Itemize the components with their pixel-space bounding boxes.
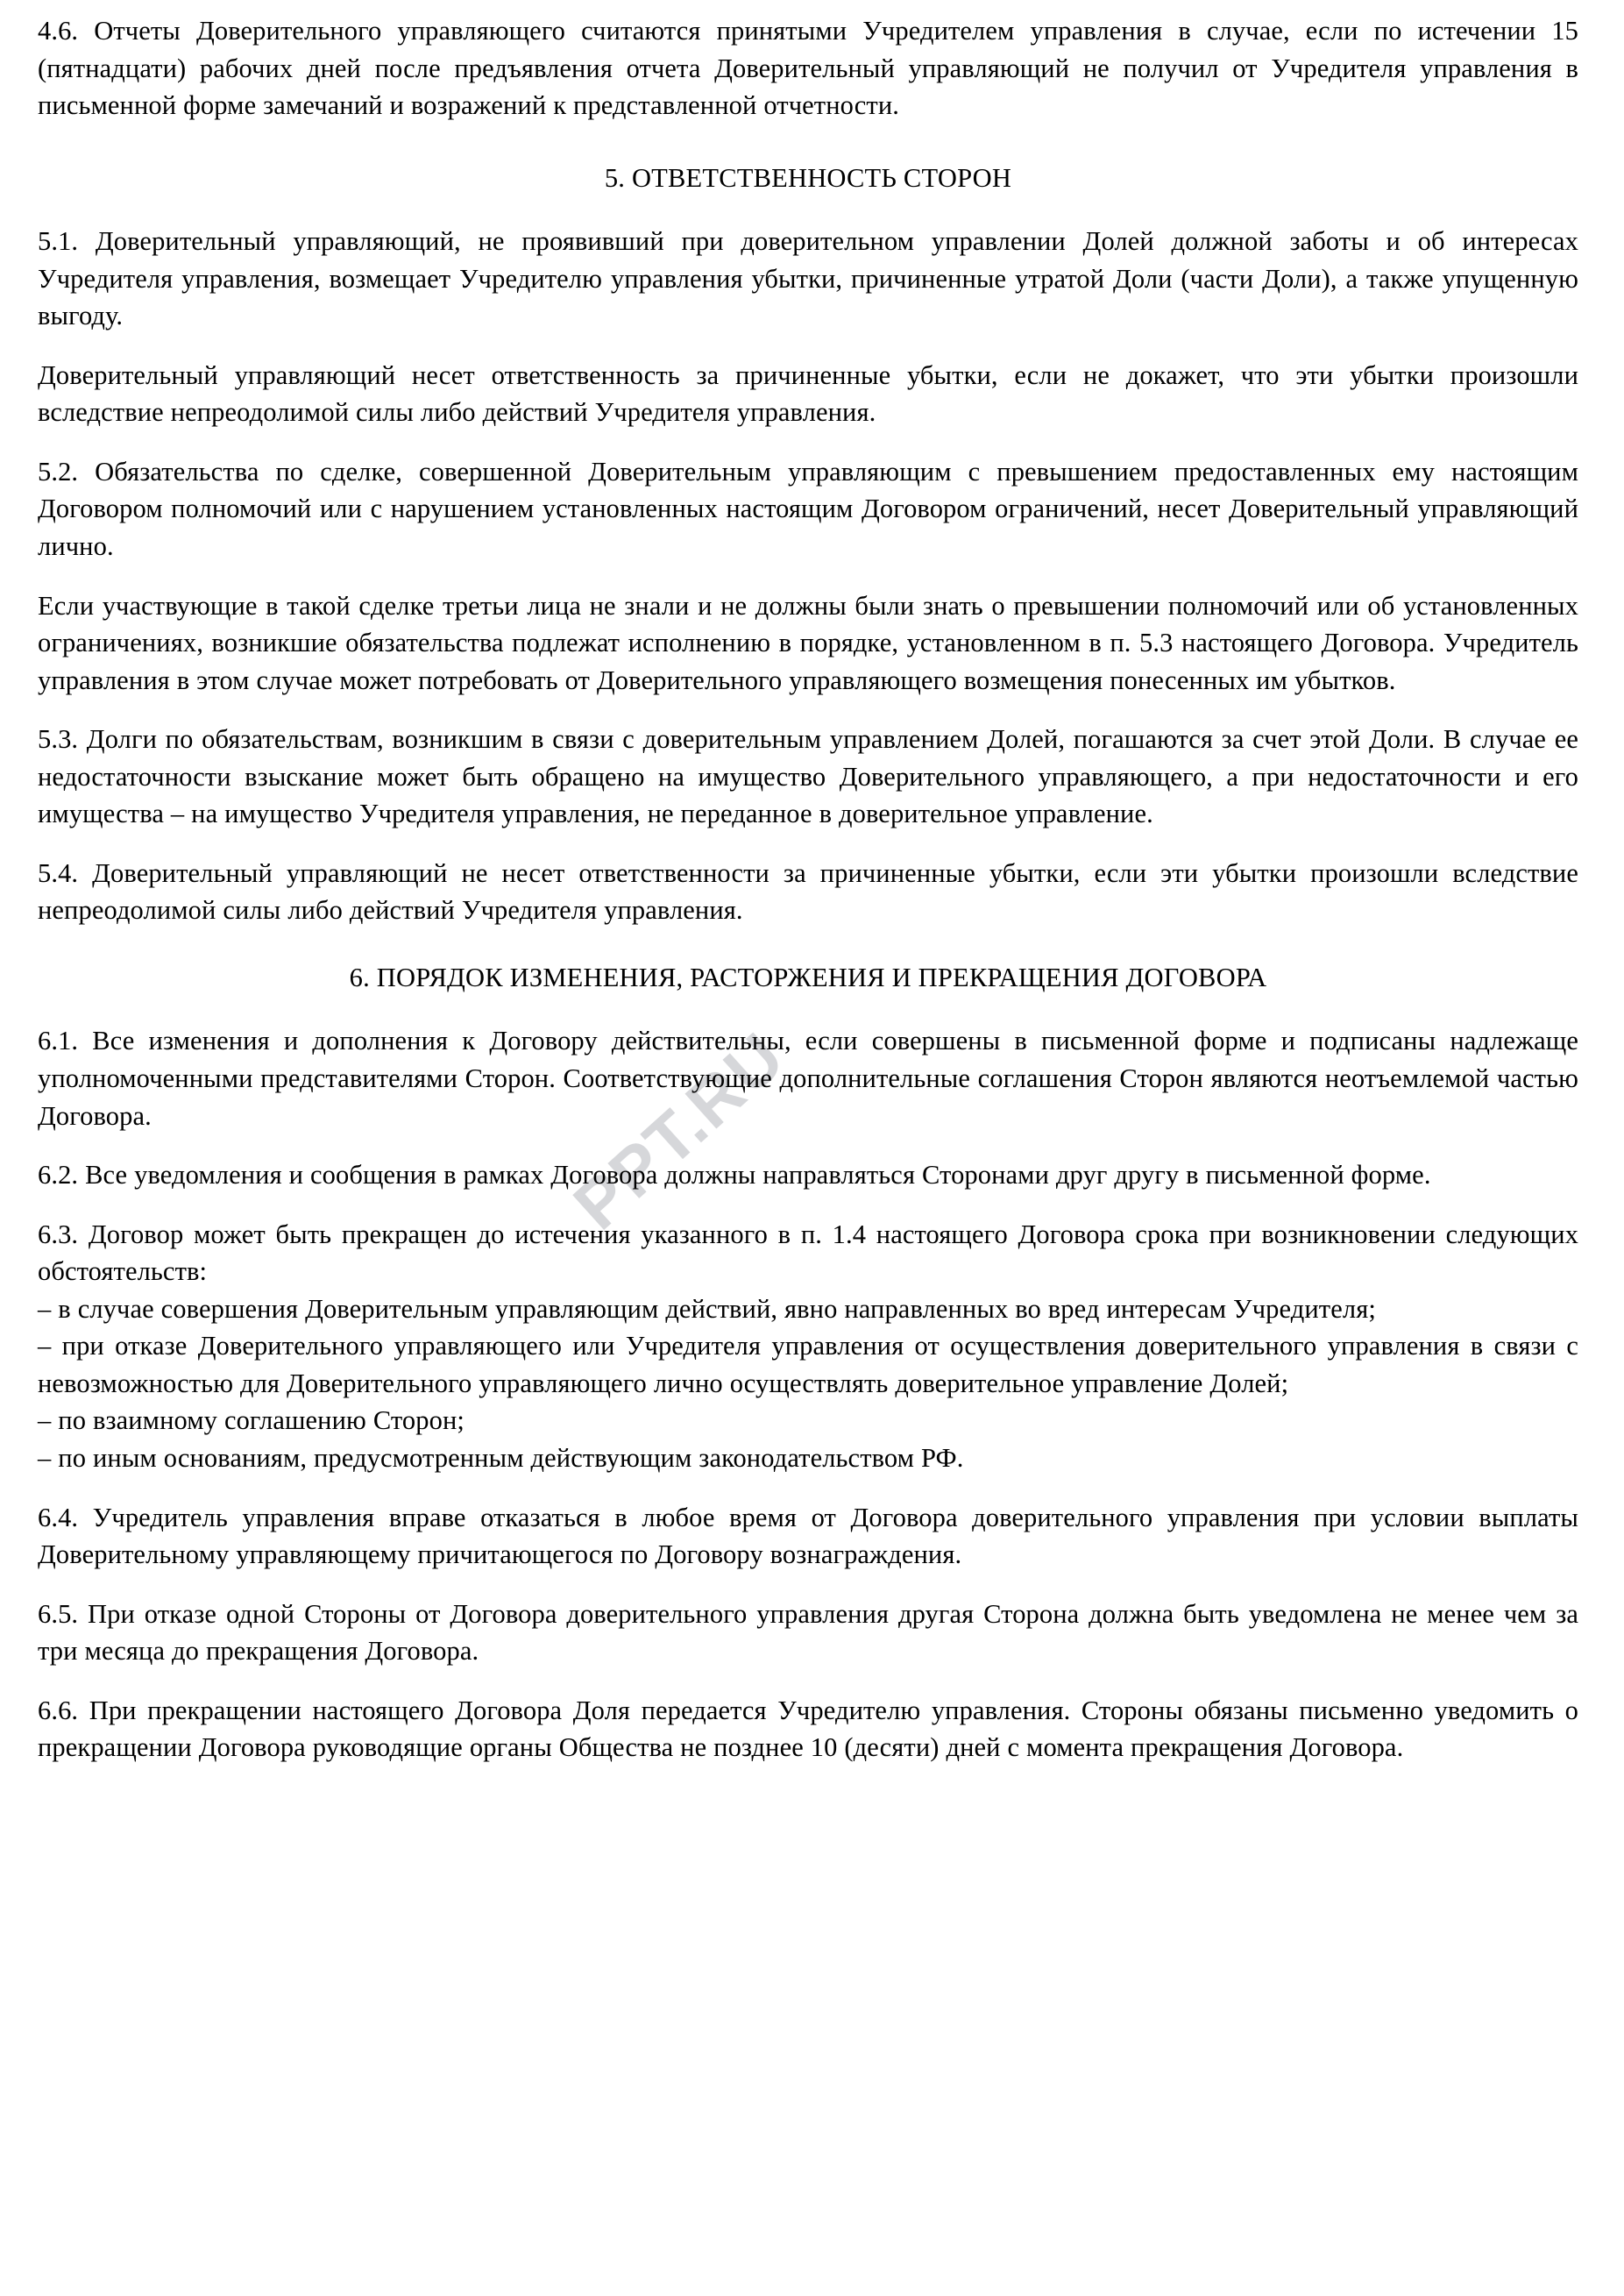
clause-6-1: 6.1. Все изменения и дополнения к Договору действительны, если совершены в письменной форме и подписаны надлежаще уполномоченными представителями Сторон. Соответствующие дополнительные соглашения Сторон являются неотъемлемой частью Договора. [38, 1026, 1578, 1131]
watermark-text: PPT.RU [558, 1017, 799, 1245]
clause-6-2: 6.2. Все уведомления и сообщения в рамках Договора должны направляться Сторонами друг другу в письменной форме. [38, 1160, 1431, 1191]
clause-6-3-item-2: – при отказе Доверительного управляющего или Учредителя управления от осуществления доверительного управления в связи с невозможностью для Доверительного управляющего лично осуществлять доверительное управление Долей; [38, 1331, 1578, 1398]
clause-5-1: 5.1. Доверительный управляющий, не проявивший при доверительном управлении Долей должной заботы и об интересах Учредителя управления, возмещает Учредителю управления убытки, причиненные утратой Доли (части Доли), а также упущенную выгоду. [38, 226, 1578, 331]
clause-6-3-item-1: – в случае совершения Доверительным управляющим действий, явно направленных во вред интересам Учредителя; [38, 1293, 1376, 1324]
clause-6-6: 6.6. При прекращении настоящего Договора Доля передается Учредителю управления. Стороны обязаны письменно уведомить о прекращении Договора руководящие органы Общества не позднее 10 (десяти) дней с момента прекращения Договора. [38, 1695, 1578, 1763]
document-body [38, 12, 1578, 1766]
clause-5-4: 5.4. Доверительный управляющий не несет ответственности за причиненные убытки, если эти убытки произошли вследствие непреодолимой силы либо действий Учредителя управления. [38, 857, 1578, 926]
clause-5-2-continuation: Если участвующие в такой сделке третьи лица не знали и не должны были знать о превышении полномочий или об установленных ограничениях, возникшие обязательства подлежат исполнению в порядке, установленном в п. 5.3 настоящего Договора. Учредитель управления в этом случае может потребовать от Доверительного управляющего возмещения понесенных им убытков. [38, 590, 1578, 695]
section-6-heading: 6. ПОРЯДОК ИЗМЕНЕНИЯ, РАСТОРЖЕНИЯ И ПРЕКРАЩЕНИЯ ДОГОВОРА [349, 962, 1267, 992]
clause-6-3: 6.3. Договор может быть прекращен до истечения указанного в п. 1.4 настоящего Договора срока при возникновении следующих обстоятельств: [38, 1219, 1578, 1287]
clause-4-6: 4.6. Отчеты Доверительного управляющего считаются принятыми Учредителем управления в случае, если по истечении 15 (пятнадцати) рабочих дней после предъявления отчета Доверительный управляющий не получил от Учредителя управления в письменной форме замечаний и возражений к представленной отчетности. [38, 16, 1578, 121]
clause-6-3-item-3: – по взаимному соглашению Сторон; [38, 1405, 465, 1436]
clause-5-2: 5.2. Обязательства по сделке, совершенной Доверительным управляющим с превышением предоставленных ему настоящим Договором полномочий или с нарушением установленных настоящим Договором ограничений, несет Доверительный управляющий лично. [38, 456, 1578, 562]
clause-5-3: 5.3. Долги по обязательствам, возникшим в связи с доверительным управлением Долей, погашаются за счет этой Доли. В случае ее недостаточности взыскание может быть обращено на имущество Доверительного управляющего, а при недостаточности и его имущества – на имущество Учредителя управления, не переданное в доверительное управление. [38, 724, 1578, 829]
clause-6-5: 6.5. При отказе одной Стороны от Договора доверительного управления другая Сторона должна быть уведомлена не менее чем за три месяца до прекращения Договора. [38, 1598, 1578, 1667]
clause-6-3-item-4: – по иным основаниям, предусмотренным действующим законодательством РФ. [38, 1442, 964, 1473]
clause-5-1-continuation: Доверительный управляющий несет ответственность за причиненные убытки, если не докажет, что эти убытки произошли вследствие непреодолимой силы либо действий Учредителя управления. [38, 359, 1578, 428]
section-5-heading: 5. ОТВЕТСТВЕННОСТЬ СТОРОН [604, 162, 1012, 193]
clause-6-4: 6.4. Учредитель управления вправе отказаться в любое время от Договора доверительного управления при условии выплаты Доверительному управляющему причитающегося по Договору вознаграждения. [38, 1502, 1578, 1570]
